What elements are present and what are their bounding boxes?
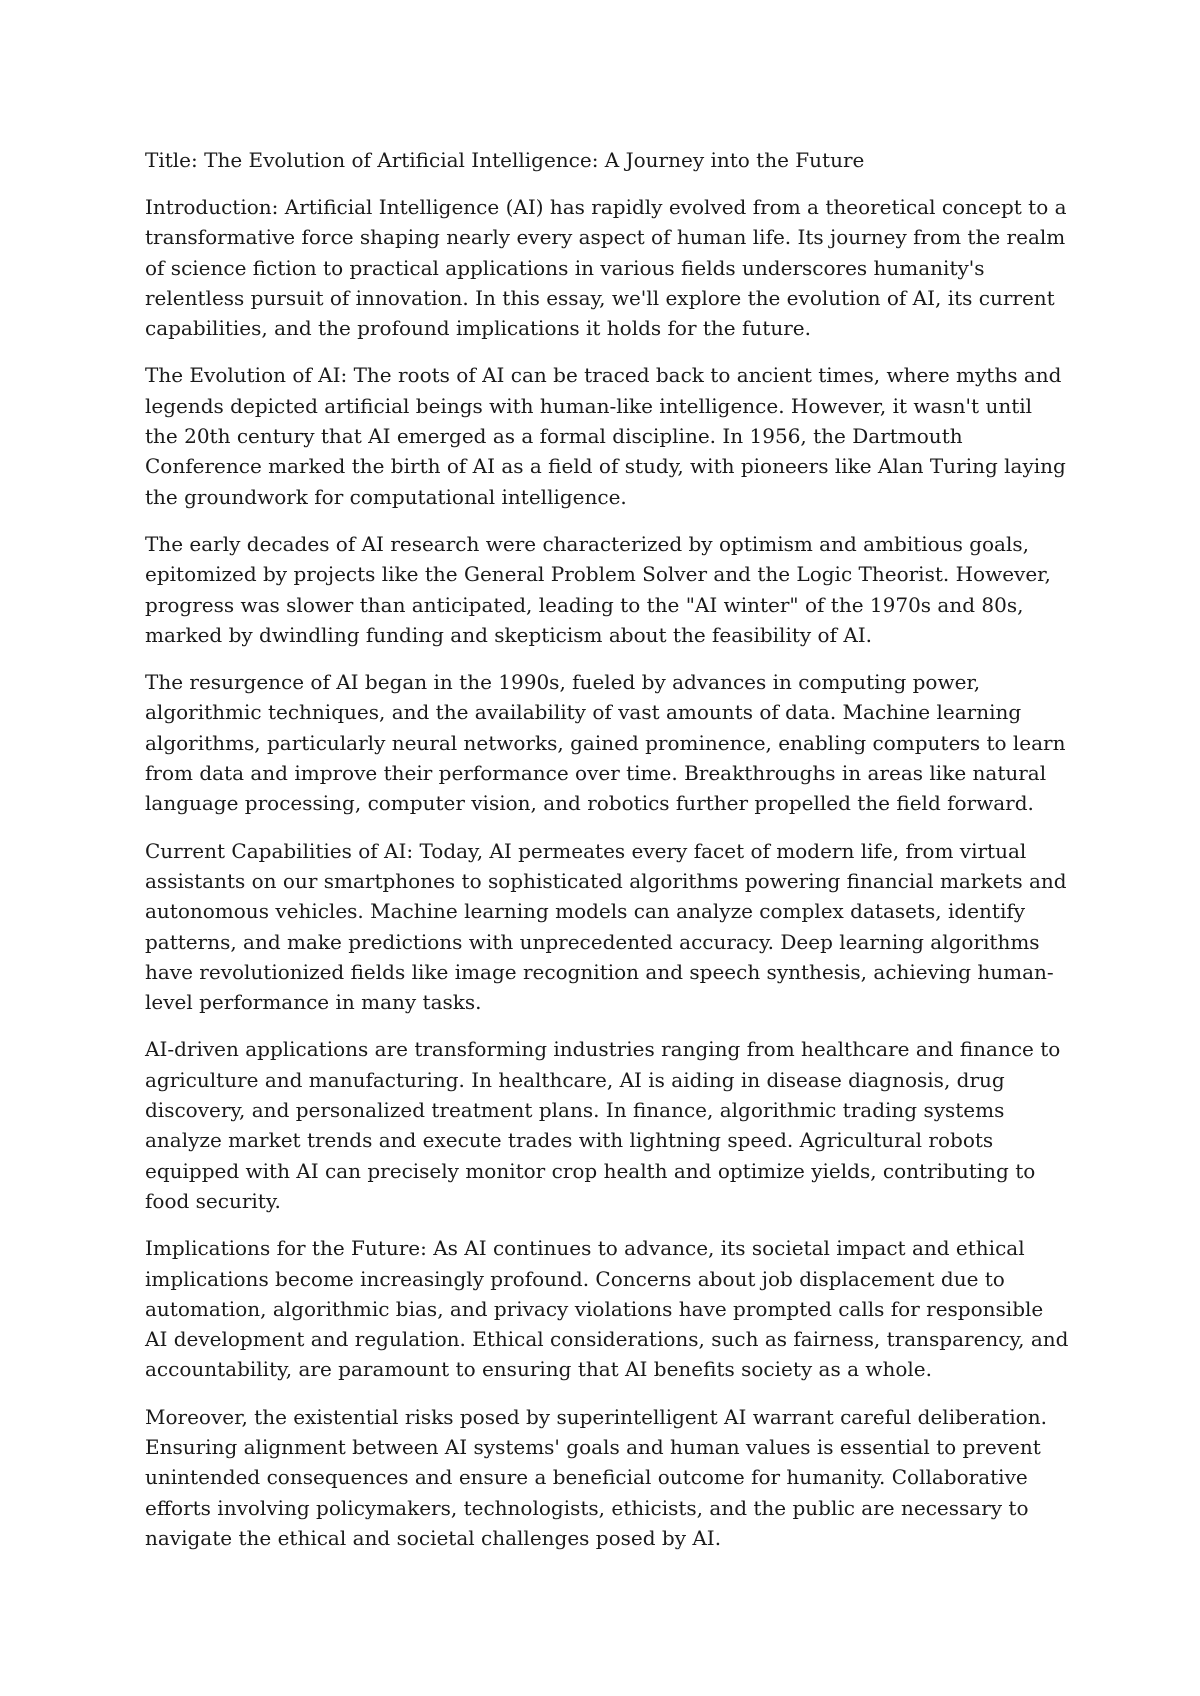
paragraph-evolution: The Evolution of AI: The roots of AI can be traced back to ancient times, where myths and legends depicted artificial beings with human-like intelligence. However, it wasn't until the 20th century that AI emerged as a formal discipline. In 1956, the Dartmouth Conference marked the birth of AI as a field of study, with pioneers like Alan Turing laying the groundwork for computational intelligence. [145, 363, 1066, 509]
paragraph-current-capabilities: Current Capabilities of AI: Today, AI permeates every facet of modern life, from virtual assistants on our smartphones to sophisticated algorithms powering financial markets and autonomous vehicles. Machine learning models can analyze complex datasets, identify patterns, and make predictions with unprecedented accuracy. Deep learning algorithms have revolutionized fields like image recognition and speech synthesis, achieving human-level performance in many tasks. [145, 838, 1067, 1015]
document-title: Title: The Evolution of Artificial Intelligence: A Journey into the Future [145, 148, 865, 172]
paragraph-early-decades: The early decades of AI research were characterized by optimism and ambitious goals, epitomized by projects like the General Problem Solver and the Logic Theorist. However, progress was slower than anticipated, leading to the "AI winter" of the 1970s and 80s, marked by dwindling funding and skepticism about the feasibility of AI. [145, 531, 1051, 647]
paragraph-introduction: Introduction: Artificial Intelligence (AI) has rapidly evolved from a theoretical concept to a transformative force shaping nearly every aspect of human life. Its journey from the realm of science fiction to practical applications in various fields underscores humanity's relentless pursuit of innovation. In this essay, we'll explore the evolution of AI, its current capabilities, and the profound implications it holds for the future. [145, 195, 1067, 341]
document-body [145, 145, 1070, 1570]
paragraph-implications: Implications for the Future: As AI continues to advance, its societal impact and ethical implications become increasingly profound. Concerns about job displacement due to automation, algorithmic bias, and privacy violations have prompted calls for responsible AI development and regulation. Ethical considerations, such as fairness, transparency, and accountability, are paramount to ensuring that AI benefits society as a whole. [145, 1236, 1069, 1382]
paragraph-applications: AI-driven applications are transforming industries ranging from healthcare and finance to agriculture and manufacturing. In healthcare, AI is aiding in disease diagnosis, drug discovery, and personalized treatment plans. In finance, algorithmic trading systems analyze market trends and execute trades with lightning speed. Agricultural robots equipped with AI can precisely monitor crop health and optimize yields, contributing to food security. [145, 1037, 1061, 1213]
paragraph-resurgence: The resurgence of AI began in the 1990s, fueled by advances in computing power, algorithmic techniques, and the availability of vast amounts of data. Machine learning algorithms, particularly neural networks, gained prominence, enabling computers to learn from data and improve their performance over time. Breakthroughs in areas like natural language processing, computer vision, and robotics further propelled the field forward. [145, 670, 1066, 816]
paragraph-existential-risks: Moreover, the existential risks posed by superintelligent AI warrant careful deliberation. Ensuring alignment between AI systems' goals and human values is essential to prevent unintended consequences and ensure a beneficial outcome for humanity. Collaborative efforts involving policymakers, technologists, ethicists, and the public are necessary to navigate the ethical and societal challenges posed by AI. [145, 1404, 1047, 1550]
